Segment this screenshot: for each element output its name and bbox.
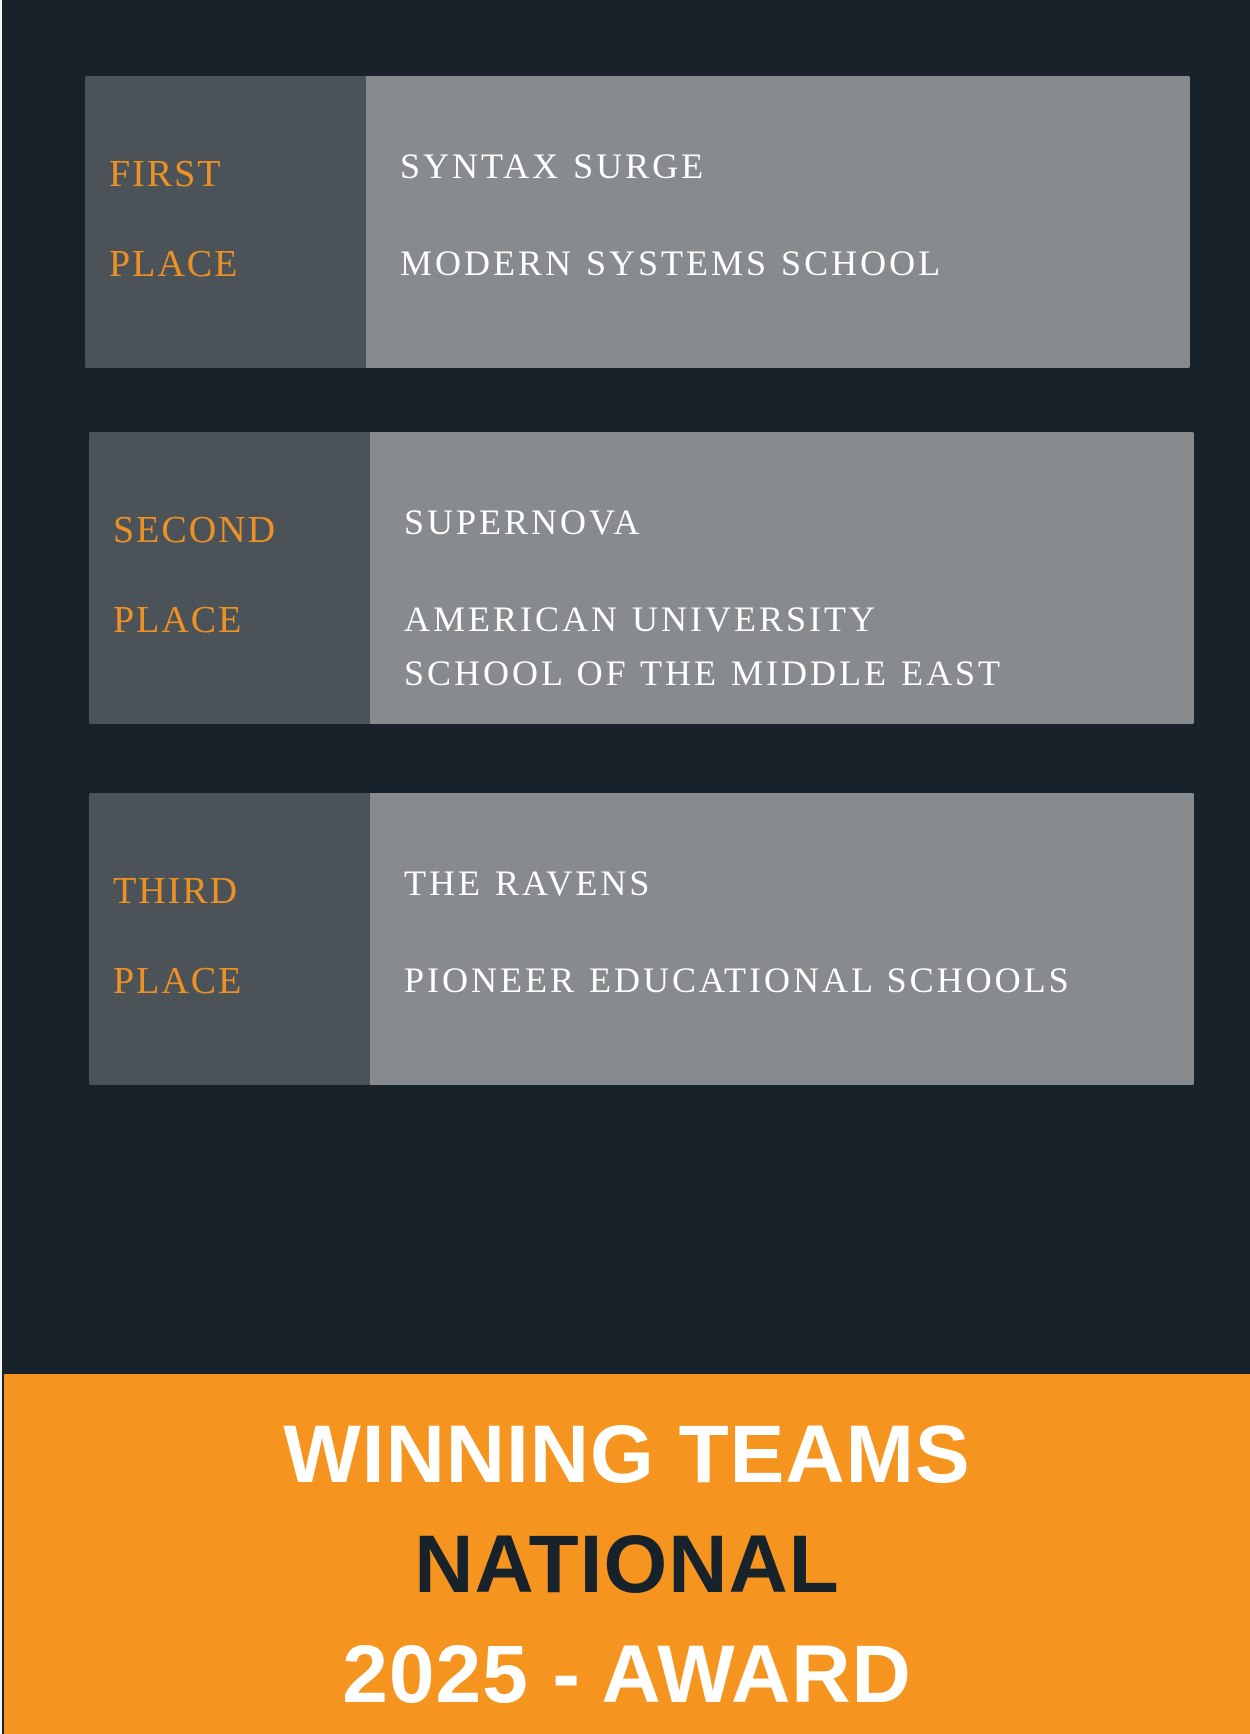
banner-subtitle: NATIONAL [414, 1519, 840, 1610]
award-banner [4, 1374, 1250, 1734]
team-info-panel [370, 432, 1194, 724]
second-place-card [89, 432, 1194, 724]
place-word: PLACE [113, 599, 244, 641]
place-rank-word: SECOND [113, 509, 278, 551]
team-name: SYNTAX SURGE [400, 146, 707, 186]
team-info-panel [370, 793, 1194, 1085]
school-name-line-1: AMERICAN UNIVERSITY [404, 599, 878, 639]
banner-headline: WINNING TEAMS [283, 1409, 971, 1500]
place-label-panel [89, 793, 370, 1085]
poster-left-edge [0, 0, 2, 1734]
place-rank-word: FIRST [109, 153, 223, 195]
place-label-panel [89, 432, 370, 724]
place-label-panel [85, 76, 366, 368]
third-place-card [89, 793, 1194, 1085]
team-name: THE RAVENS [404, 863, 653, 903]
banner-year-award: 2025 - AWARD [342, 1629, 912, 1720]
place-rank-word: THIRD [113, 870, 240, 912]
school-name-line-2: SCHOOL OF THE MIDDLE EAST [404, 653, 1004, 693]
place-word: PLACE [109, 243, 240, 285]
team-info-panel [366, 76, 1190, 368]
school-name: MODERN SYSTEMS SCHOOL [400, 243, 944, 283]
team-name: SUPERNOVA [404, 502, 643, 542]
first-place-card [85, 76, 1190, 368]
school-name [404, 592, 1003, 700]
place-word: PLACE [113, 960, 244, 1002]
school-name: PIONEER EDUCATIONAL SCHOOLS [404, 960, 1072, 1000]
